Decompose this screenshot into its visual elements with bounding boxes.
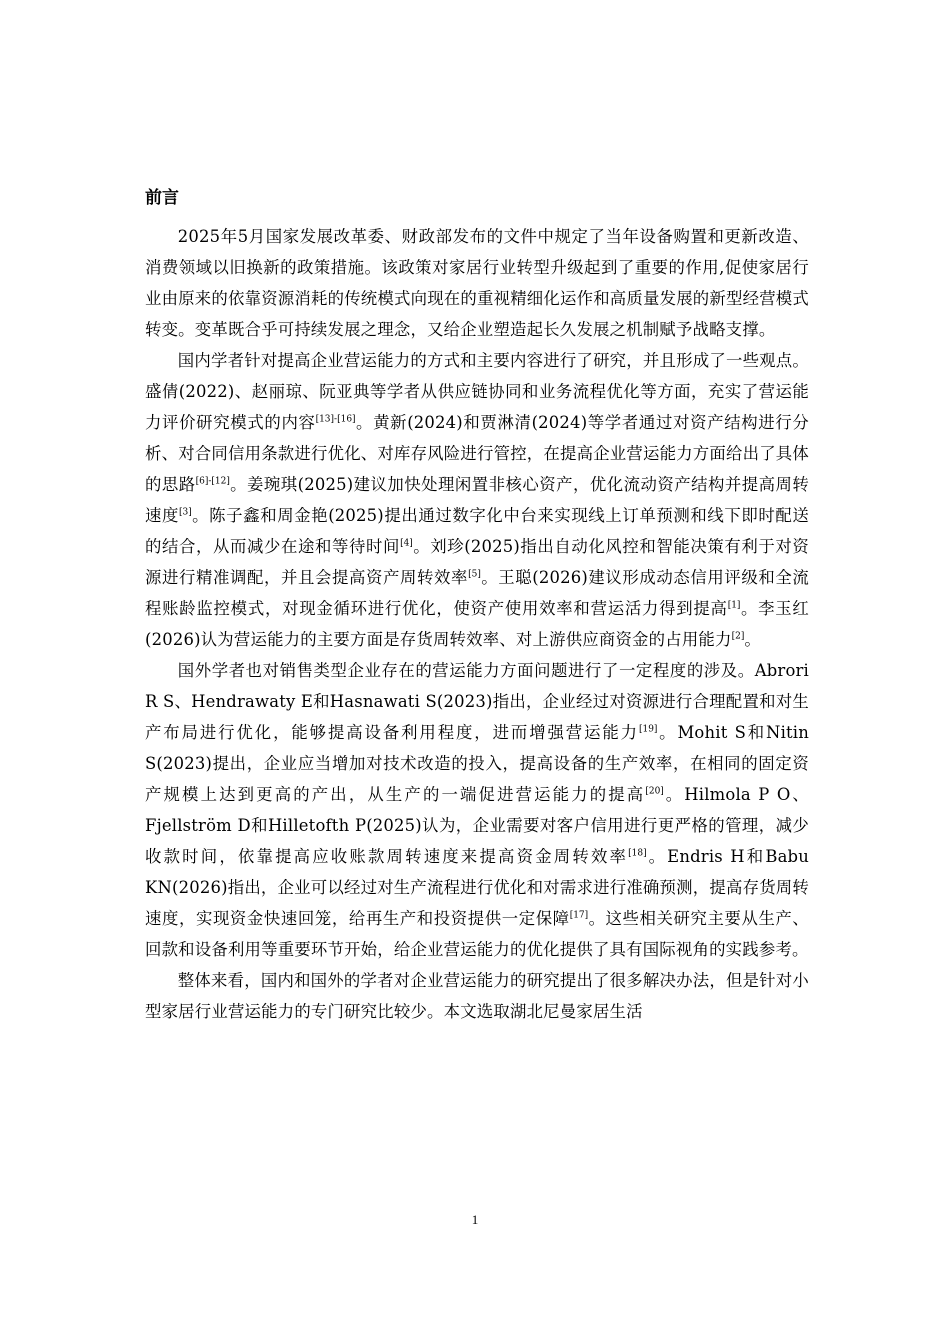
- citation-ref: [19]: [638, 724, 658, 735]
- citation-ref: [13]-[16]: [315, 414, 356, 425]
- paragraph-policy-background: [145, 221, 809, 345]
- paragraph-text: 。Endris H和Babu KN(2026)指出，企业可以经过对生产流程进行优化和对需求进行准确预测，提高存货周转速度，实现资金快速回笼，给再生产和投资提供一定保障: [145, 847, 809, 928]
- paragraph-text: 。: [744, 630, 761, 649]
- paragraph-text: 。Hilmola P O、Fjellström D和Hilletofth P(2025)认为，企业需要对客户信用进行更严格的管理，减少收款时间，依靠提高应收账款周转速度来提高资金周转效率: [145, 785, 809, 866]
- paragraph-text: 。王聪(2026)建议形成动态信用评级和全流程账龄监控模式，对现金循环进行优化，使资产使用效率和营运活力得到提高: [145, 568, 809, 618]
- paragraph-text: 。李玉红(2026)认为营运能力的主要方面是存货周转效率、对上游供应商资金的占用能力: [145, 599, 809, 649]
- citation-ref: [1]: [727, 600, 741, 611]
- paragraph-foreign-research: [145, 655, 809, 965]
- paragraph-summary: [145, 965, 809, 1027]
- page-content: [145, 183, 809, 1027]
- paragraph-text: 2025年5月国家发展改革委、财政部发布的文件中规定了当年设备购置和更新改造、消费领域以旧换新的政策措施。该政策对家居行业转型升级起到了重要的作用,促使家居行业由原来的依靠资源消耗的传统模式向现在的重视精细化运作和高质量发展的新型经营模式转变。变革既合乎可持续发展之理念，又给企业塑造起长久发展之机制赋予战略支撑。: [145, 227, 809, 339]
- page-number: 1: [471, 1212, 479, 1227]
- paragraph-text: 。黄新(2024)和贾淋清(2024)等学者通过对资产结构进行分析、对合同信用条款进行优化、对库存风险进行管控，在提高企业营运能力方面给出了具体的思路: [145, 413, 810, 494]
- citation-ref: [17]: [569, 910, 589, 921]
- paragraph-text: 。Mohit S和Nitin S(2023)提出，企业应当增加对技术改造的投入，提高设备的生产效率，在相同的固定资产规模上达到更高的产出，从生产的一端促进营运能力的提高: [145, 723, 809, 804]
- paragraph-text: 。陈子鑫和周金艳(2025)提出通过数字化中台来实现线上订单预测和线下即时配送的结合，从而减少在途和等待时间: [145, 506, 809, 556]
- paragraph-text: 。姜琬琪(2025)建议加快处理闲置非核心资产，优化流动资产结构并提高周转速度: [145, 475, 809, 525]
- paragraph-text: 国内学者针对提高企业营运能力的方式和主要内容进行了研究，并且形成了一些观点。盛倩(2022)、赵丽琼、阮亚典等学者从供应链协同和业务流程优化等方面，充实了营运能力评价研究模式的内容: [145, 351, 809, 432]
- body-text: [145, 221, 809, 1027]
- paragraph-text: 整体来看，国内和国外的学者对企业营运能力的研究提出了很多解决办法，但是针对小型家居行业营运能力的专门研究比较少。本文选取湖北尼曼家居生活: [145, 971, 809, 1021]
- paragraph-text: 国外学者也对销售类型企业存在的营运能力方面问题进行了一定程度的涉及。Abrori R S、Hendrawaty E和Hasnawati S(2023)指出，企业经过对资源进行合理配置和对生产布局进行优化，能够提高设备利用程度，进而增强营运能力: [145, 661, 809, 742]
- citation-ref: [3]: [179, 507, 192, 518]
- paragraph-text: 。刘珍(2025)指出自动化风控和智能决策有利于对资源进行精准调配，并且会提高资产周转效率: [145, 537, 810, 587]
- citation-ref: [2]: [731, 631, 745, 642]
- citation-ref: [20]: [645, 786, 664, 797]
- citation-ref: [5]: [468, 569, 481, 580]
- paragraph-text: 。这些相关研究主要从生产、回款和设备利用等重要环节开始，给企业营运能力的优化提供了具有国际视角的实践参考。: [145, 909, 810, 959]
- section-heading: 前言: [145, 188, 179, 208]
- citation-ref: [6]-[12]: [195, 476, 230, 487]
- citation-ref: [4]: [400, 538, 413, 549]
- paragraph-domestic-research: [145, 345, 809, 655]
- citation-ref: [18]: [628, 848, 647, 859]
